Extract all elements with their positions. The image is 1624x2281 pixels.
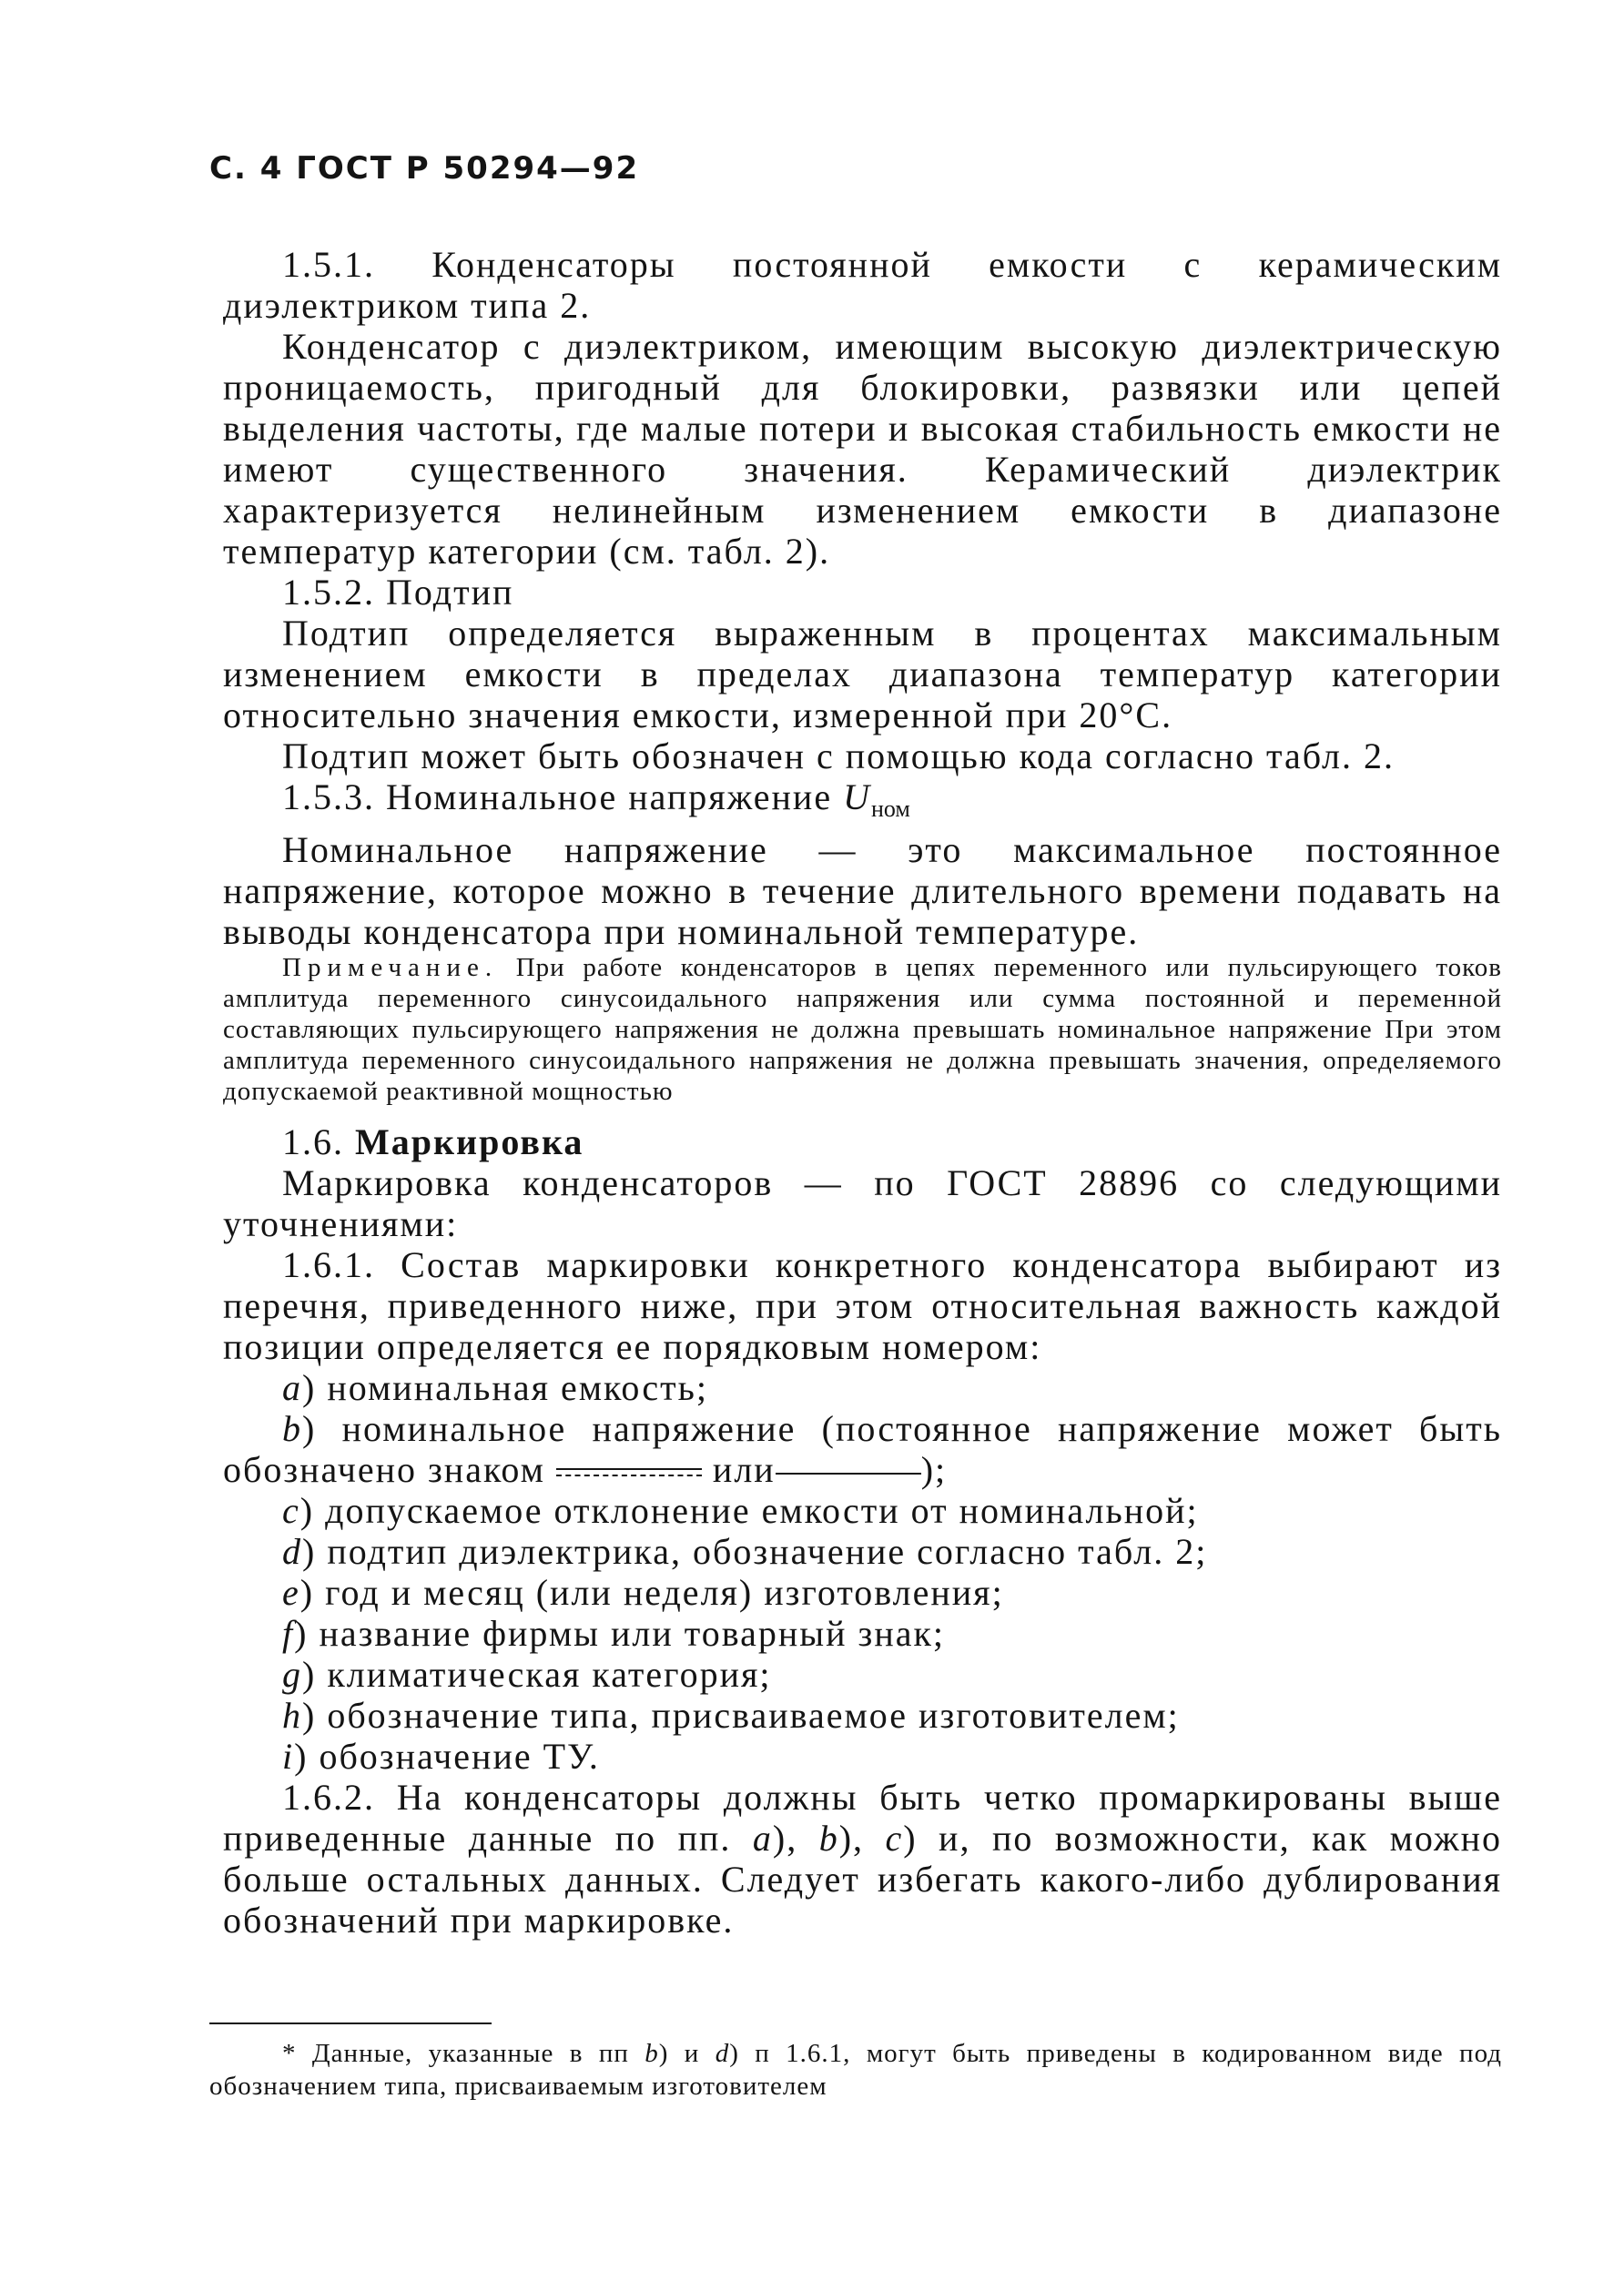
note (223, 952, 1502, 1107)
paragraph-rated-voltage-definition: Номинальное напряжение — это максимальное постоянное напряжение, которое можно в течение длительного времени подавать на выводы конденсатора при номинальной температуре. (223, 829, 1502, 952)
list-text: допускаемое отклонение емкости от номинальной; (325, 1490, 1199, 1531)
footnote (209, 2037, 1502, 2103)
paragraph-subtype-definition: Подтип определяется выраженным в процентах максимальным изменением емкости в пределах диапазона температур категории относительно значения емкости, измеренной при 20°С. (223, 613, 1502, 735)
section-title (223, 1121, 1502, 1162)
list-text: подтип диэлектрика, обозначение согласно табл. 2; (327, 1531, 1208, 1572)
list-item-c: c) допускаемое отклонение емкости от номинальной; (282, 1490, 1199, 1531)
dc-line-symbol-icon (776, 1473, 921, 1475)
list-item-f: f) название фирмы или товарный знак; (282, 1613, 946, 1654)
list-item-a: a) номинальная емкость; (282, 1367, 709, 1408)
paragraph-1-6-2 (223, 1777, 1502, 1941)
list-letter: f (282, 1613, 295, 1654)
list-text: обозначение ТУ. (319, 1736, 600, 1777)
footnote-text-b: ) и (658, 2039, 716, 2068)
p10-text-a: 1.6.2. На конденсаторы должны быть четко промаркированы выше приведенные данные по пп. (223, 1777, 1502, 1859)
list-item-h: h) обозначение типа, присваиваемое изготовителем; (282, 1695, 1180, 1736)
list-text: климатическая категория; (327, 1654, 772, 1695)
section-number: 1.6. (282, 1121, 355, 1162)
paragraph-marking-intro: Маркировка конденсаторов — по ГОСТ 28896 со следующими уточнениями: (223, 1162, 1502, 1244)
dc-voltage-symbol-icon (556, 1464, 702, 1484)
list-letter: i (282, 1736, 295, 1777)
list-text: номинальная емкость; (327, 1367, 709, 1408)
paragraph-1-5-2: 1.5.2. Подтип (282, 572, 514, 613)
p10-text-c: ), (838, 1818, 886, 1859)
list-text: название фирмы или товарный знак; (319, 1613, 946, 1654)
list-letter: a (282, 1367, 302, 1408)
paragraph-1-5-3 (223, 776, 1502, 829)
section-heading: Маркировка (355, 1121, 584, 1162)
paragraph-subtype-code: Подтип может быть обозначен с помощью кода согласно табл. 2. (282, 735, 1396, 776)
document-body (223, 244, 1502, 1941)
footnote-text-a: * Данные, указанные в пп (282, 2039, 645, 2068)
rated-voltage-subscript: ном (870, 796, 910, 822)
list-item-g: g) климатическая категория; (282, 1654, 772, 1695)
p10-letter-a: a (752, 1818, 773, 1859)
list-b-end: ); (920, 1449, 948, 1490)
list-text: год и месяц (или неделя) изготовления; (325, 1572, 1004, 1613)
page-header: С. 4 ГОСТ Р 50294—92 (209, 150, 640, 187)
p10-text-b: ), (772, 1818, 819, 1859)
footnote-letter-d: d (715, 2039, 730, 2068)
paragraph-1-5-1: 1.5.1. Конденсаторы постоянной емкости с керамическим диэлектриком типа 2. (223, 244, 1502, 326)
paragraph-type2-description: Конденсатор с диэлектриком, имеющим высокую диэлектрическую проницаемость, пригодный для блокировки, развязки или цепей выделения частоты, где малые потери и высокая стабильность емкости не имеют существенного значения. Керамический диэлектрик характеризуется нелинейным изменением емкости в диапазоне температур категории (см. табл. 2). (223, 326, 1502, 572)
list-letter: e (282, 1572, 300, 1613)
list-item-b: b) номинальное напряжение (постоянное напряжение может быть обозначено знаком или ); (223, 1408, 1502, 1490)
paragraph-1-6-1: 1.6.1. Состав маркировки конкретного конденсатора выбирают из перечня, приведенного ниже, при этом относительная важность каждой позиции определяется ее порядковым номером: (223, 1244, 1502, 1367)
list-item-i: i) обозначение ТУ. (282, 1736, 600, 1777)
rated-voltage-symbol: U (843, 776, 871, 817)
list-text: номинальное напряжение (постоянное напряжение может быть обозначено знаком (223, 1408, 1502, 1490)
p10-letter-c: c (885, 1818, 904, 1859)
list-letter: d (282, 1531, 302, 1572)
paragraph-1-5-3-text: 1.5.3. Номинальное напряжение (282, 776, 844, 817)
list-letter: h (282, 1695, 302, 1736)
p10-letter-b: b (818, 1818, 839, 1859)
list-b-or: или (701, 1449, 776, 1490)
footnote-letter-b: b (645, 2039, 659, 2068)
list-letter: b (282, 1408, 302, 1449)
list-text: обозначение типа, присваиваемое изготовителем; (327, 1695, 1180, 1736)
footnote-divider (209, 2022, 492, 2024)
list-item-d: d) подтип диэлектрика, обозначение согласно табл. 2; (282, 1531, 1208, 1572)
footnote-text-c: ) п 1.6.1, могут быть приведены в кодированном виде под обозначением типа, присваиваемым изготовителем (209, 2039, 1502, 2101)
list-letter: g (282, 1654, 302, 1695)
list-letter: c (282, 1490, 300, 1531)
list-item-e: e) год и месяц (или неделя) изготовления; (282, 1572, 1004, 1613)
note-label: Примечание. (282, 953, 499, 982)
p10-text-d: ) и, по возможности, как можно больше остальных данных. Следует избегать какого-либо дублирования обозначений при маркировке. (223, 1818, 1502, 1941)
note-text: При работе конденсаторов в цепях переменного или пульсирующего токов амплитуда переменного синусоидального напряжения или сумма постоянной и переменной составляющих пульсирующего напряжения не должна превышать номинальное напряжение При этом амплитуда переменного синусоидального напряжения не должна превышать значения, определяемого допускаемой реактивной мощностью (223, 953, 1502, 1106)
